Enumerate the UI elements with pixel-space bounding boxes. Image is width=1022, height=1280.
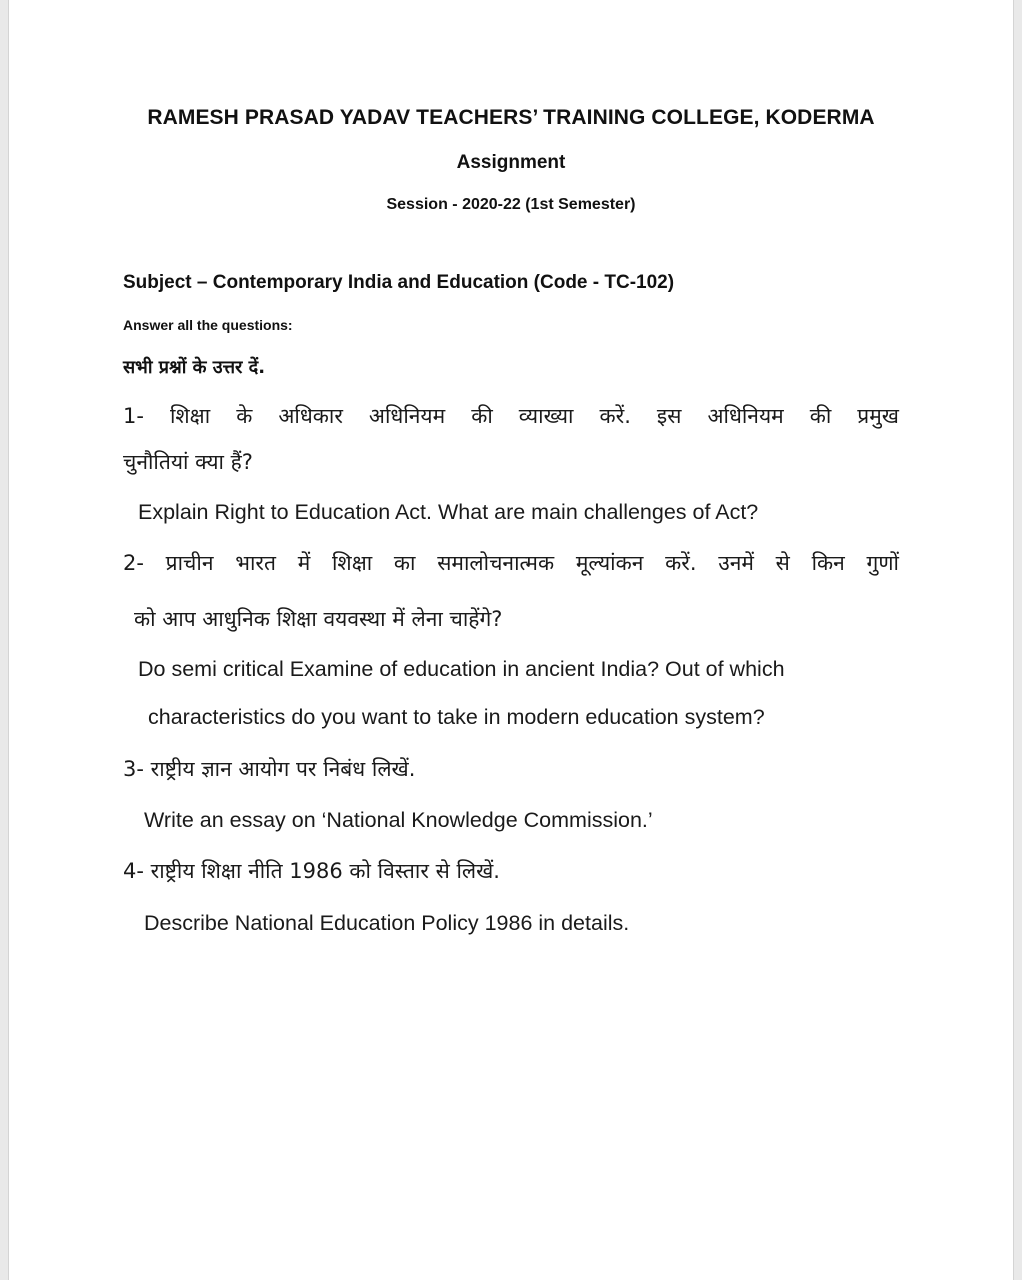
instruction-hindi: सभी प्रश्नों के उत्तर दें. [123,357,266,378]
instruction-english: Answer all the questions: [123,317,293,333]
question-2-hindi-line-1: 2- प्राचीन भारत में शिक्षा का समालोचनात्मक मूल्यांकन करें. उनमें से किन गुणों [123,551,899,575]
subject-line: Subject – Contemporary India and Education (Code - TC-102) [123,272,675,293]
question-3-hindi: 3- राष्ट्रीय ज्ञान आयोग पर निबंध लिखें. [123,757,416,781]
college-name: RAMESH PRASAD YADAV TEACHERS’ TRAINING COLLEGE, KODERMA [147,106,875,129]
question-4-hindi: 4- राष्ट्रीय शिक्षा नीति 1986 को विस्तार से लिखें. [123,859,500,883]
question-1-hindi-line-2: चुनौतियां क्या हैं? [123,450,253,474]
question-4-english: Describe National Education Policy 1986 in details. [144,911,630,935]
question-1-hindi-line-1: 1- शिक्षा के अधिकार अधिनियम की व्याख्या करें. इस अधिनियम की प्रमुख [123,404,899,428]
question-2-hindi-line-2: को आप आधुनिक शिक्षा वयवस्था में लेना चाहेंगे? [134,607,503,631]
question-3-english: Write an essay on ‘National Knowledge Commission.’ [144,808,653,832]
document-page [8,0,1014,1280]
document-title: Assignment [456,152,566,173]
question-2-english-line-1: Do semi critical Examine of education in ancient India? Out of which [138,657,785,681]
question-1-english: Explain Right to Education Act. What are main challenges of Act? [138,500,759,524]
question-2-english-line-2: characteristics do you want to take in modern education system? [148,705,765,729]
session-line: Session - 2020-22 (1st Semester) [386,196,636,213]
